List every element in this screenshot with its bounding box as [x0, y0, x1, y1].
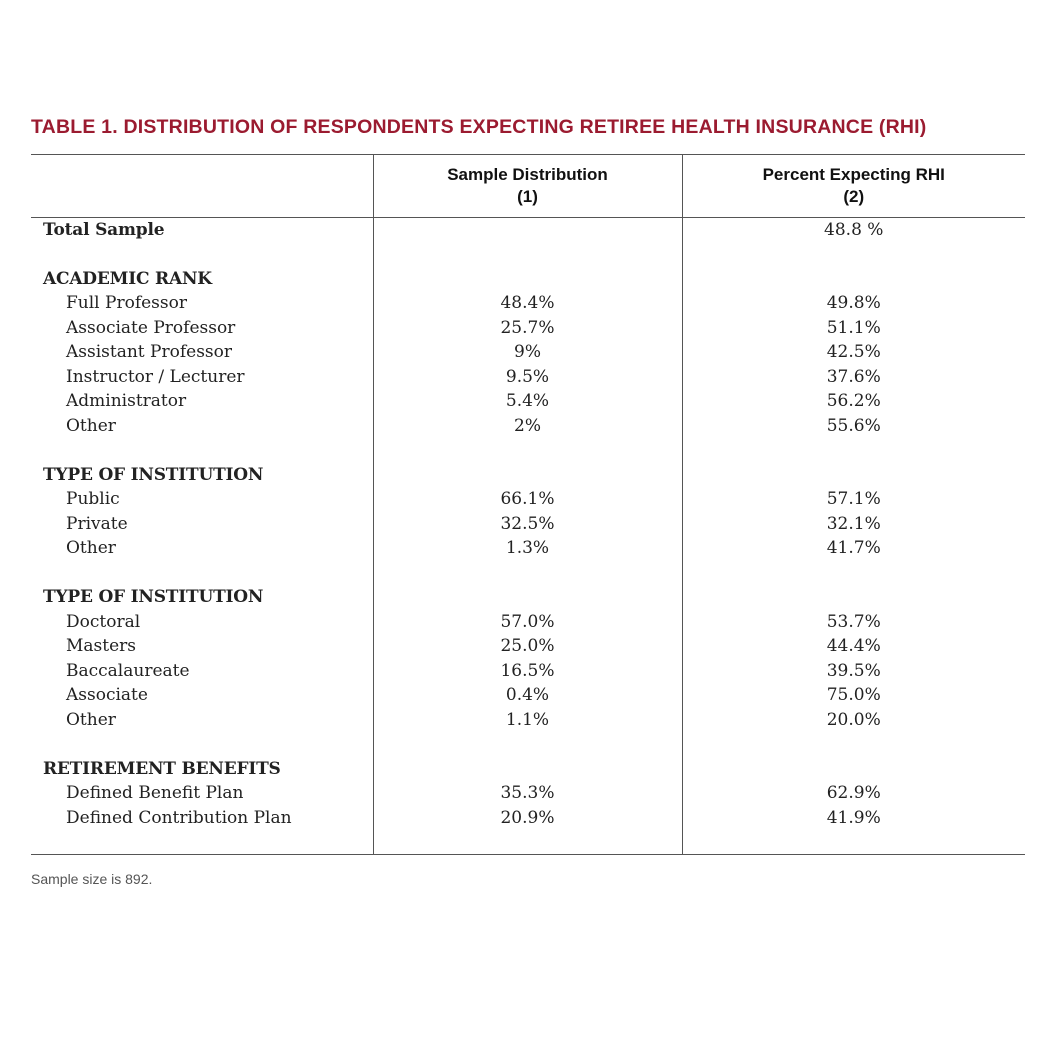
row-label: Other — [66, 415, 116, 436]
cell-percent-expecting: 56.2% — [682, 389, 1025, 414]
cell-percent-expecting — [682, 267, 1025, 292]
table-row-section — [31, 757, 1025, 782]
table-row-section — [31, 267, 1025, 292]
cell-percent-expecting: 49.8% — [682, 291, 1025, 316]
table-row-tail — [31, 830, 1025, 855]
table-row-gap — [31, 438, 1025, 463]
table-container — [31, 154, 1025, 855]
cell-sample-distribution: 35.3% — [373, 781, 682, 806]
cell-sample-distribution — [373, 830, 682, 855]
cell-percent-expecting — [682, 830, 1025, 855]
row-label: ACADEMIC RANK — [43, 268, 212, 289]
cell-percent-expecting: 37.6% — [682, 365, 1025, 390]
header-sub: (1) — [517, 187, 538, 206]
table-note: Sample size is 892. — [31, 871, 153, 887]
header-name: Sample Distribution — [447, 165, 608, 184]
cell-sample-distribution: 48.4% — [373, 291, 682, 316]
cell-percent-expecting — [682, 757, 1025, 782]
row-label: Other — [66, 709, 116, 730]
cell-percent-expecting — [682, 561, 1025, 586]
cell-sample-distribution — [373, 218, 682, 243]
row-label: Private — [66, 513, 128, 534]
row-label: Assistant Professor — [66, 342, 232, 363]
cell-percent-expecting: 41.9% — [682, 806, 1025, 831]
cell-percent-expecting — [682, 438, 1025, 463]
table-row-section — [31, 463, 1025, 488]
cell-percent-expecting: 57.1% — [682, 487, 1025, 512]
row-label: TYPE OF INSTITUTION — [43, 464, 264, 485]
cell-percent-expecting — [682, 732, 1025, 757]
header-sub: (2) — [843, 187, 865, 206]
row-label: Associate Professor — [66, 317, 236, 338]
row-label — [31, 830, 373, 855]
table-body — [31, 218, 1025, 855]
row-label — [31, 561, 373, 586]
cell-sample-distribution: 16.5% — [373, 659, 682, 684]
data-table — [31, 154, 1025, 855]
cell-sample-distribution: 57.0% — [373, 610, 682, 635]
table-row-item — [31, 487, 1025, 512]
header-cell-label — [31, 155, 373, 218]
header-cell-sample-distribution — [373, 155, 682, 218]
row-label: Doctoral — [66, 611, 141, 632]
cell-percent-expecting: 32.1% — [682, 512, 1025, 537]
cell-sample-distribution: 0.4% — [373, 683, 682, 708]
cell-percent-expecting: 41.7% — [682, 536, 1025, 561]
cell-sample-distribution — [373, 757, 682, 782]
cell-sample-distribution: 1.1% — [373, 708, 682, 733]
table-row-item — [31, 389, 1025, 414]
row-label: RETIREMENT BENEFITS — [43, 758, 281, 779]
cell-percent-expecting: 51.1% — [682, 316, 1025, 341]
cell-percent-expecting — [682, 242, 1025, 267]
table-row-gap — [31, 242, 1025, 267]
cell-sample-distribution: 25.0% — [373, 634, 682, 659]
row-label: Other — [66, 538, 116, 559]
row-label: Baccalaureate — [66, 660, 190, 681]
cell-percent-expecting: 75.0% — [682, 683, 1025, 708]
cell-sample-distribution: 25.7% — [373, 316, 682, 341]
cell-sample-distribution — [373, 438, 682, 463]
table-row-item — [31, 659, 1025, 684]
cell-sample-distribution — [373, 267, 682, 292]
row-label: Instructor / Lecturer — [66, 366, 245, 387]
table-row-total — [31, 218, 1025, 243]
table-row-item — [31, 806, 1025, 831]
table-row-item — [31, 610, 1025, 635]
cell-sample-distribution — [373, 242, 682, 267]
cell-sample-distribution: 2% — [373, 414, 682, 439]
table-row-item — [31, 340, 1025, 365]
cell-sample-distribution — [373, 732, 682, 757]
cell-sample-distribution: 32.5% — [373, 512, 682, 537]
row-label: TYPE OF INSTITUTION — [43, 587, 264, 608]
cell-sample-distribution: 5.4% — [373, 389, 682, 414]
cell-sample-distribution: 9% — [373, 340, 682, 365]
cell-percent-expecting: 62.9% — [682, 781, 1025, 806]
row-label: Associate — [66, 685, 148, 706]
cell-percent-expecting: 20.0% — [682, 708, 1025, 733]
table-row-item — [31, 683, 1025, 708]
table-row-item — [31, 634, 1025, 659]
row-label: Administrator — [66, 391, 187, 412]
table-row-item — [31, 536, 1025, 561]
cell-percent-expecting: 44.4% — [682, 634, 1025, 659]
table-row-gap — [31, 732, 1025, 757]
row-label: Masters — [66, 636, 137, 657]
table-header — [31, 155, 1025, 218]
row-label: Public — [66, 489, 120, 510]
table-row-item — [31, 781, 1025, 806]
row-label: Total Sample — [43, 220, 165, 240]
row-label — [31, 242, 373, 267]
cell-sample-distribution — [373, 463, 682, 488]
row-label — [31, 438, 373, 463]
cell-sample-distribution: 20.9% — [373, 806, 682, 831]
cell-percent-expecting: 42.5% — [682, 340, 1025, 365]
table-row-gap — [31, 561, 1025, 586]
cell-sample-distribution — [373, 585, 682, 610]
cell-percent-expecting: 39.5% — [682, 659, 1025, 684]
row-label: Full Professor — [66, 293, 187, 314]
cell-percent-expecting: 48.8 % — [682, 218, 1025, 243]
cell-percent-expecting — [682, 463, 1025, 488]
row-label: Defined Benefit Plan — [66, 783, 244, 804]
cell-percent-expecting: 53.7% — [682, 610, 1025, 635]
cell-sample-distribution — [373, 561, 682, 586]
header-row — [31, 155, 1025, 218]
table-row-section — [31, 585, 1025, 610]
cell-percent-expecting — [682, 585, 1025, 610]
cell-percent-expecting: 55.6% — [682, 414, 1025, 439]
table-title: TABLE 1. DISTRIBUTION OF RESPONDENTS EXPECTING RETIREE HEALTH INSURANCE (RHI) — [31, 116, 927, 138]
table-row-item — [31, 291, 1025, 316]
table-row-item — [31, 414, 1025, 439]
cell-sample-distribution: 66.1% — [373, 487, 682, 512]
cell-sample-distribution: 1.3% — [373, 536, 682, 561]
cell-sample-distribution: 9.5% — [373, 365, 682, 390]
table-row-item — [31, 708, 1025, 733]
header-cell-percent-expecting — [682, 155, 1025, 218]
row-label: Defined Contribution Plan — [66, 807, 292, 828]
row-label — [31, 732, 373, 757]
table-row-item — [31, 365, 1025, 390]
header-name: Percent Expecting RHI — [762, 165, 945, 184]
table-row-item — [31, 316, 1025, 341]
table-row-item — [31, 512, 1025, 537]
